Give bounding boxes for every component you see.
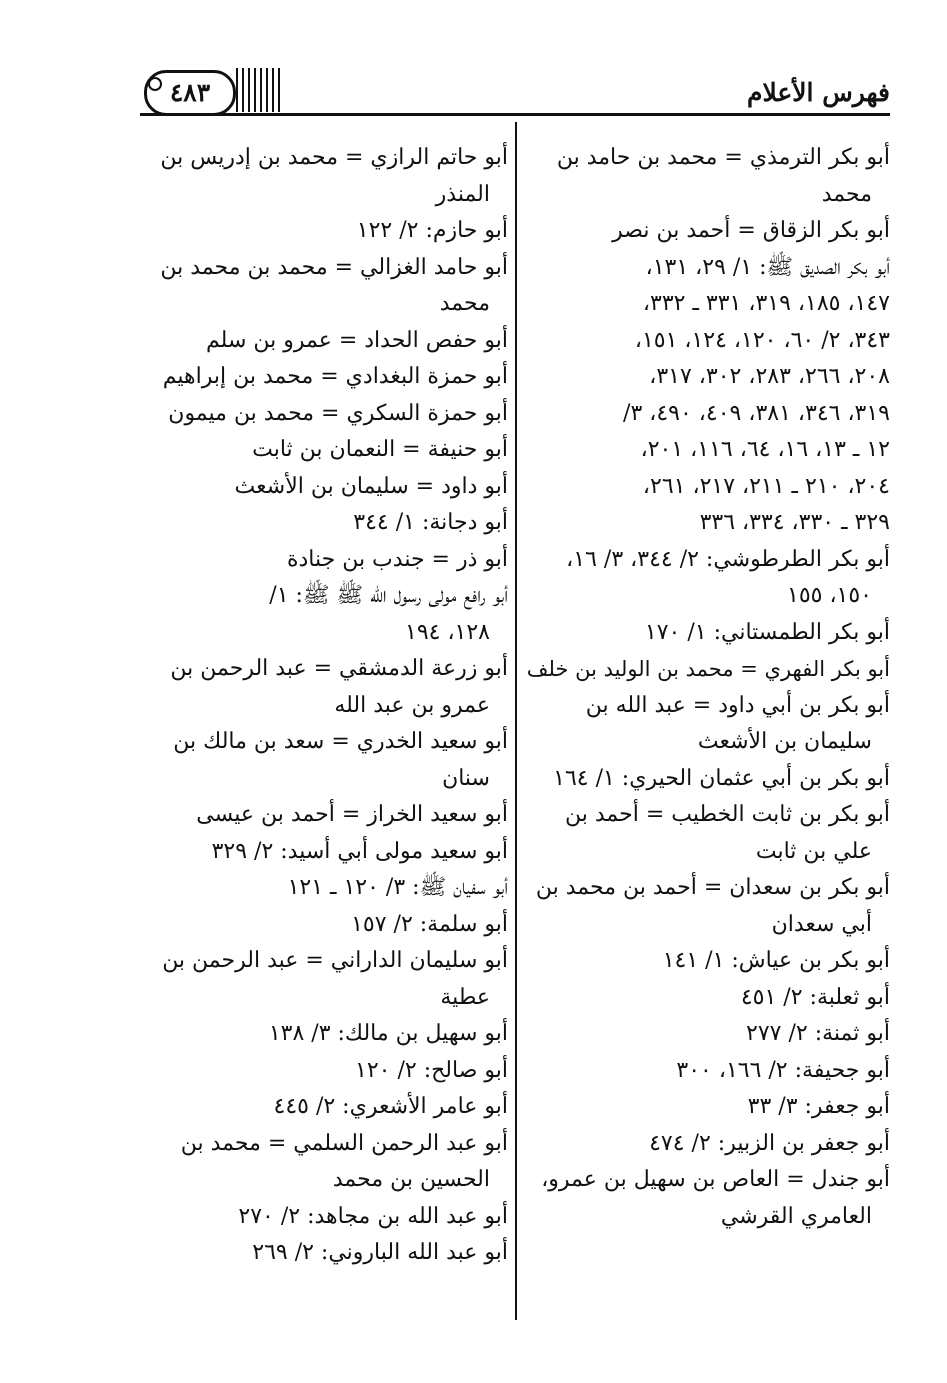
entry-heading-line: أبو جعفر بن الزبير: ٢/ ٤٧٤	[649, 1130, 890, 1156]
index-entry	[140, 724, 508, 797]
index-entry	[140, 1199, 508, 1236]
entry-heading-line: أبو رافع مولى رسول الله ﷺ ﷺ: ١/	[269, 583, 508, 608]
entry-heading-line: أبو حامد الغزالي = محمد بن محمد بن	[160, 254, 508, 280]
entry-heading-line: أبو بكر الطمستاني: ١/ ١٧٠	[644, 619, 890, 645]
entry-heading-line: أبو بكر الصديق ﷺ: ١/ ٢٩، ١٣١،	[645, 254, 890, 280]
entry-continuation-line: الحسين بن محمد	[332, 1167, 490, 1192]
entry-heading-line: أبو ذر = جندب بن جنادة	[286, 546, 508, 572]
index-entry	[526, 761, 890, 798]
entry-heading-line: أبو جعفر: ٣/ ٣٣	[747, 1094, 890, 1119]
entry-heading-line: أبو حفص الحداد = عمرو بن سلم	[206, 327, 508, 353]
entry-heading-line: أبو ثمنة: ٢/ ٢٧٧	[746, 1021, 890, 1046]
entry-continuation-line: عمرو بن عبد الله	[334, 692, 490, 718]
index-entry	[526, 980, 890, 1017]
entry-heading-line: أبو صالح: ٢/ ١٢٠	[355, 1057, 508, 1083]
index-entry	[140, 469, 508, 506]
index-entry	[526, 1162, 890, 1235]
entry-continuation-line: سليمان بن الأشعث	[697, 729, 872, 754]
index-entry	[526, 615, 890, 652]
entry-continuation-line: ٢٠٨، ٢٦٦، ٢٨٣، ٣٠٢، ٣١٧،	[649, 364, 890, 389]
entry-heading-line: أبو بكر بن أبي داود = عبد الله بن	[585, 692, 890, 718]
index-entry	[140, 542, 508, 579]
entry-heading-line: أبو عبد الله بن مجاهد: ٢/ ٢٧٠	[238, 1203, 508, 1229]
entry-continuation-line: ١٥٠، ١٥٥	[787, 583, 872, 608]
index-entry	[526, 651, 890, 688]
entry-heading-line: أبو بكر بن سعدان = أحمد بن محمد بن	[535, 875, 890, 900]
index-entry	[140, 505, 508, 542]
index-entry	[140, 250, 508, 323]
entry-continuation-line: ٣٤٣، ٢/ ٦٠، ١٢٠، ١٢٤، ١٥١،	[634, 327, 890, 353]
entry-heading-line: أبو بكر بن ثابت الخطيب = أحمد بن	[565, 802, 890, 827]
index-entry	[140, 140, 508, 213]
index-entry	[140, 1089, 508, 1126]
entry-heading-line: أبو حنيفة = النعمان بن ثابت	[252, 437, 508, 462]
index-entry	[526, 797, 890, 870]
entry-heading-line: أبو حمزة السكري = محمد بن ميمون	[168, 400, 508, 426]
index-entry	[526, 1016, 890, 1053]
index-entry	[140, 1053, 508, 1090]
entry-continuation-line: سنان	[442, 765, 490, 791]
entry-heading-line: أبو عبد الرحمن السلمي = محمد بن	[180, 1130, 508, 1156]
entry-heading-line: أبو حازم: ٢/ ١٢٢	[356, 218, 508, 243]
entry-continuation-line: ١٢٨، ١٩٤	[405, 619, 490, 645]
index-entry	[526, 140, 890, 213]
entry-continuation-line: أبي سعدان	[771, 911, 872, 937]
index-entry	[526, 943, 890, 980]
entry-continuation-line: عطية	[440, 984, 490, 1010]
index-entry	[140, 1016, 508, 1053]
column-divider	[515, 122, 517, 1320]
entry-continuation-line: العامري القرشي	[720, 1203, 872, 1229]
entry-heading-line: أبو حاتم الرازي = محمد بن إدريس بن	[160, 145, 508, 170]
entry-continuation-line: المنذر	[435, 181, 490, 207]
index-entry	[140, 578, 508, 651]
entry-heading-line: أبو عامر الأشعري: ٢/ ٤٤٥	[273, 1094, 508, 1119]
entry-heading-line: أبو سليمان الداراني = عبد الرحمن بن	[162, 948, 508, 973]
index-entry	[140, 396, 508, 433]
entry-continuation-line: ١٢ ـ ١٣، ١٦، ٦٤، ١١٦، ٢٠١،	[640, 437, 890, 462]
entry-heading-line: أبو داود = سليمان بن الأشعث	[234, 473, 508, 499]
header-rule	[140, 113, 890, 116]
right-column	[526, 140, 890, 1235]
index-entry	[526, 1126, 890, 1163]
entry-heading-line: أبو بكر الطرطوشي: ٢/ ٣٤٤، ٣/ ١٦،	[566, 546, 890, 572]
page-header	[140, 62, 890, 116]
page-number: ٤٨٣	[169, 78, 211, 107]
index-entry	[526, 250, 890, 542]
index-entry	[140, 323, 508, 360]
entry-heading-line: أبو بكر بن أبي عثمان الحيري: ١/ ١٦٤	[553, 765, 890, 791]
index-entry	[526, 688, 890, 761]
entry-heading-line: أبو زرعة الدمشقي = عبد الرحمن بن	[170, 656, 508, 681]
entry-heading-line: أبو بكر الزقاق = أحمد بن نصر	[612, 218, 890, 243]
badge-dot-ornament	[148, 77, 162, 91]
index-entry	[140, 359, 508, 396]
entry-heading-line: أبو بكر الترمذي = محمد بن حامد بن	[556, 145, 890, 170]
entry-heading-line: أبو دجانة: ١/ ٣٤٤	[353, 510, 508, 535]
entry-heading-line: أبو سهيل بن مالك: ٣/ ١٣٨	[268, 1021, 508, 1046]
page-number-badge	[144, 70, 236, 116]
index-entry	[526, 1089, 890, 1126]
index-entry	[526, 1053, 890, 1090]
entry-heading-line: أبو جحيفة: ٢/ ١٦٦، ٣٠٠	[676, 1057, 890, 1083]
entry-continuation-line: ١٤٧، ١٨٥، ٣١٩، ٣٣١ ـ ٣٣٢،	[642, 291, 890, 316]
entry-continuation-line: ٢٠٤، ٢١٠ ـ ٢١١، ٢١٧، ٢٦١،	[642, 473, 890, 499]
entry-heading-line: أبو ثعلبة: ٢/ ٤٥١	[740, 984, 890, 1010]
header-ornament	[236, 68, 280, 112]
entry-heading-line: أبو سلمة: ٢/ ١٥٧	[351, 911, 508, 937]
entry-heading-line: أبو سعيد الخدري = سعد بن مالك بن	[173, 729, 508, 754]
index-entry	[140, 213, 508, 250]
index-entry	[526, 542, 890, 615]
index-entry	[140, 870, 508, 907]
index-entry	[526, 870, 890, 943]
index-entry	[140, 432, 508, 469]
index-entry	[140, 797, 508, 834]
entry-continuation-line: محمد	[821, 181, 872, 207]
entry-heading-line: أبو سفيان ﷺ: ٣/ ١٢٠ ـ ١٢١	[287, 875, 508, 900]
entry-heading-line: أبو عبد الله الباروني: ٢/ ٢٦٩	[252, 1240, 508, 1265]
entry-continuation-line: علي بن ثابت	[755, 838, 872, 864]
index-entry	[140, 651, 508, 724]
entry-heading-line: أبو بكر بن عياش: ١/ ١٤١	[662, 948, 890, 973]
index-entry	[140, 907, 508, 944]
entry-continuation-line: ٣١٩، ٣٤٦، ٣٨١، ٤٠٩، ٤٩٠، ٣/	[623, 400, 890, 426]
index-entry	[140, 943, 508, 1016]
index-entry	[526, 213, 890, 250]
entry-heading-line: أبو بكر الفهري = محمد بن الوليد بن خلف	[526, 657, 890, 681]
entry-heading-line: أبو حمزة البغدادي = محمد بن إبراهيم	[162, 364, 508, 389]
index-entry	[140, 1126, 508, 1199]
entry-continuation-line: ٣٢٩ ـ ٣٣٠، ٣٣٤، ٣٣٦	[699, 510, 890, 535]
entry-heading-line: أبو سعيد مولى أبي أسيد: ٢/ ٣٢٩	[211, 838, 508, 864]
entry-heading-line: أبو سعيد الخراز = أحمد بن عيسى	[196, 802, 508, 827]
left-column	[140, 140, 508, 1272]
running-title: فهرس الأعلام	[746, 78, 890, 107]
index-entry	[140, 1235, 508, 1272]
entry-heading-line: أبو جندل = العاص بن سهيل بن عمرو،	[541, 1167, 890, 1192]
entry-continuation-line: محمد	[439, 291, 490, 316]
index-entry	[140, 834, 508, 871]
